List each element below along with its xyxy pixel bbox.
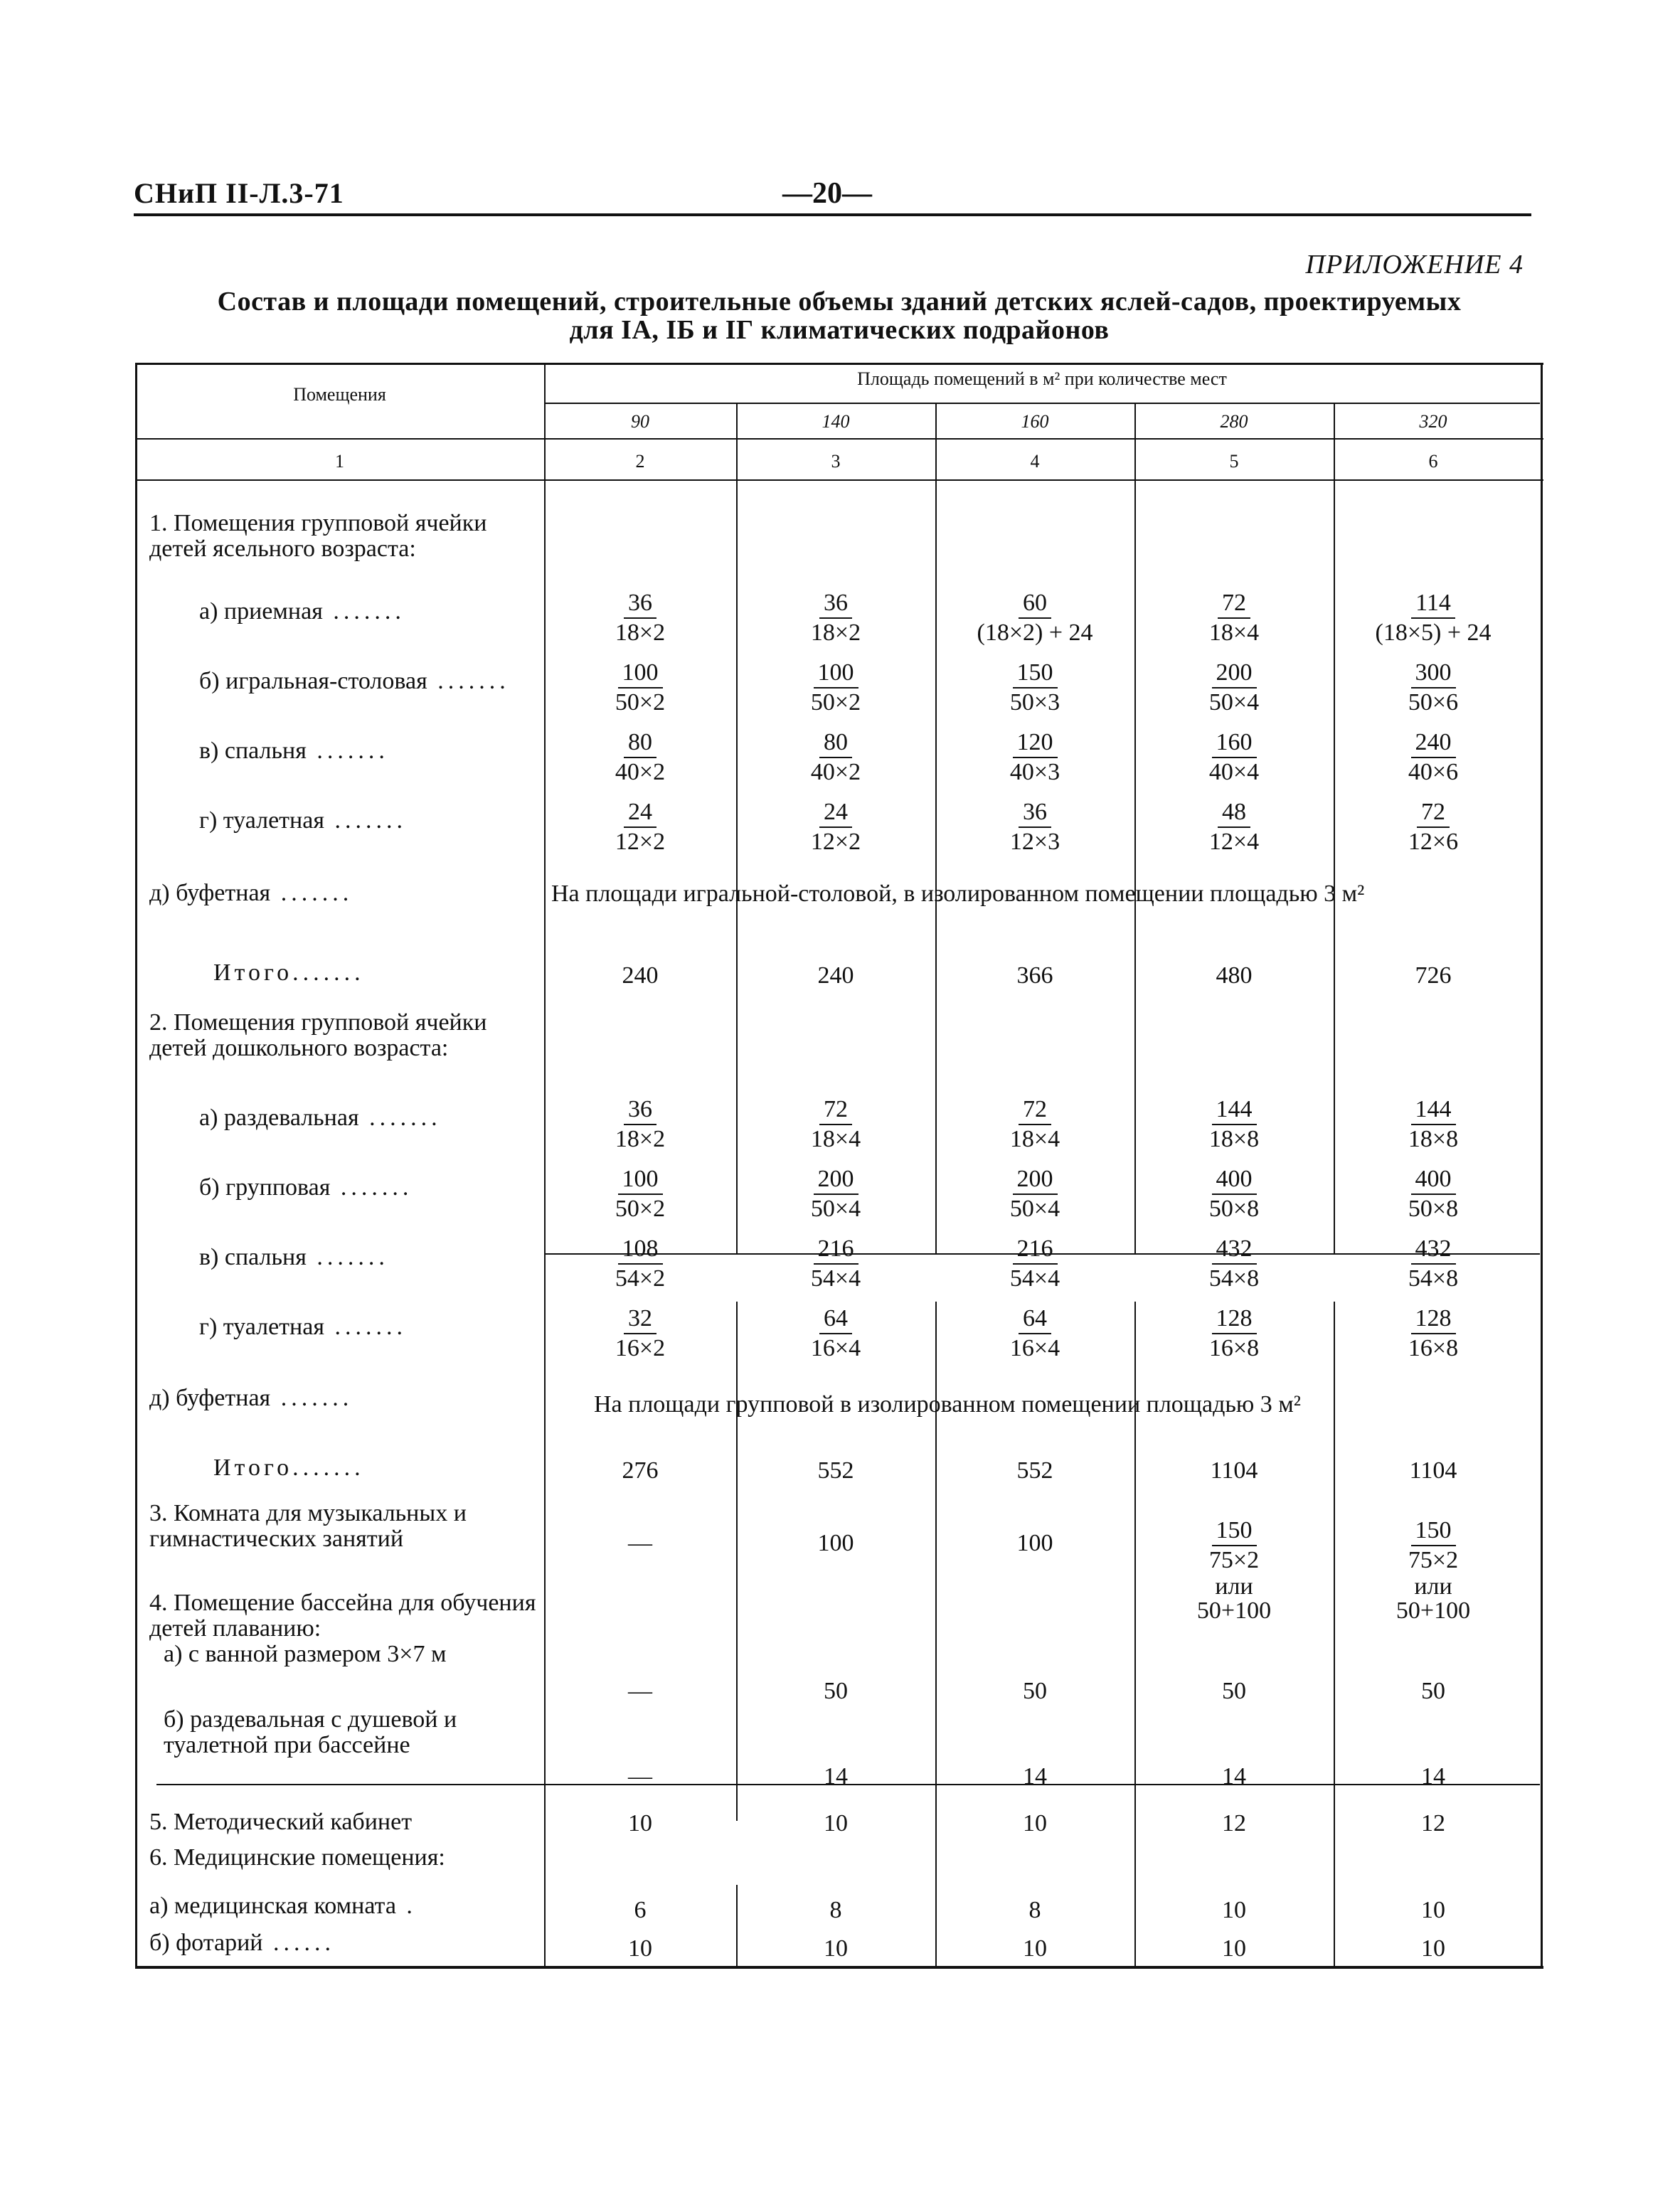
- section2-row-1-col-4-denominator: 18×4: [1009, 1126, 1060, 1152]
- section6b-value-5: 10: [1421, 1935, 1445, 1962]
- section2-row-4-col-6: [1337, 1304, 1529, 1363]
- section4a-label: а) с ванной размером 3×7 м: [164, 1641, 447, 1667]
- section1-row-4-col-2-denominator: 12×2: [615, 829, 666, 855]
- section2-row-2-col-2: [544, 1165, 736, 1223]
- section1-row-4-col-2: [544, 798, 736, 856]
- section1-row-3-col-6: [1337, 728, 1529, 787]
- section4b-value-1: —: [628, 1763, 652, 1790]
- section2-row-2-col-2-numerator: 100: [618, 1165, 663, 1195]
- column-number-2: 2: [635, 451, 645, 472]
- section5-value-5: 12: [1421, 1810, 1445, 1836]
- section3-col-5-or: или: [1215, 1573, 1253, 1600]
- section3-value-1: —: [628, 1530, 652, 1556]
- section2-row-2-col-6-denominator: 50×8: [1408, 1196, 1459, 1222]
- document-code: СНиП II-Л.3-71: [134, 177, 344, 209]
- section2-row-2-label-text: б) групповая: [199, 1174, 331, 1201]
- section1-row-1-label: [149, 599, 544, 624]
- section2-row-4-col-4-numerator: 64: [1019, 1304, 1051, 1334]
- section3-value-3: 100: [1016, 1530, 1053, 1556]
- section4b-value-4: 14: [1222, 1763, 1246, 1790]
- section1-row-4-col-6-numerator: 72: [1417, 798, 1450, 828]
- section1-row-4-col-6-denominator: 12×6: [1408, 829, 1459, 855]
- section1-row-3-col-3: [740, 728, 932, 787]
- section1-row-4-col-4: [939, 798, 1131, 856]
- section3-col-6-alt: 50+100: [1395, 1597, 1471, 1624]
- section1-row-2-col-3-denominator: 50×2: [810, 689, 861, 716]
- section2-row-4-col-5: [1138, 1304, 1330, 1363]
- section2-buffet-label: д) буфетная .......: [149, 1385, 353, 1411]
- section2-buffet-note: На площади групповой в изолированном помещении площадью 3 м²: [594, 1391, 1301, 1418]
- col-divider-4a: [1134, 403, 1136, 1255]
- section1-buffet-note: На площади игральной-столовой, в изолированном помещении площадью 3 м²: [551, 881, 1365, 907]
- section1-row-1-label-text: а) приемная: [199, 598, 323, 624]
- area-table: [135, 363, 1543, 1970]
- section2-row-1-col-3: [740, 1095, 932, 1154]
- section2-row-4-col-3: [740, 1304, 932, 1363]
- section5-value-1: 10: [628, 1810, 652, 1836]
- section5-value-3: 10: [1023, 1810, 1047, 1836]
- section5-value-2: 10: [824, 1810, 848, 1836]
- section2-row-3-col-5-numerator: 432: [1212, 1235, 1257, 1265]
- section4-title: 4. Помещение бассейна для обучения детей плаванию:: [149, 1590, 536, 1642]
- section2-row-1-label: [149, 1105, 544, 1131]
- section2-row-4-col-2-denominator: 16×2: [615, 1335, 666, 1361]
- section1-row-1-col-2: [544, 589, 736, 647]
- section2-row-2-col-4: [939, 1165, 1131, 1223]
- section1-row-2-col-4: [939, 659, 1131, 717]
- appendix-label: ПРИЛОЖЕНИЕ 4: [1305, 250, 1524, 280]
- section1-row-2-col-2-numerator: 100: [618, 659, 663, 689]
- section1-row-2-label-text: б) игральная-столовая: [199, 668, 427, 694]
- section1-row-1-col-5: [1138, 589, 1330, 647]
- section4b-value-3: 14: [1023, 1763, 1047, 1790]
- table-left-rule: [135, 363, 137, 1969]
- section1-row-1-col-5-denominator: 18×4: [1208, 620, 1260, 646]
- column-number-5: 5: [1229, 451, 1239, 472]
- section2-row-3-col-4: [939, 1235, 1131, 1293]
- section1-row-4-col-2-numerator: 24: [624, 798, 656, 828]
- section2-row-3-label: [149, 1245, 544, 1270]
- section1-row-3-col-3-numerator: 80: [819, 728, 852, 758]
- section1-row-1-col-2-numerator: 36: [624, 589, 656, 619]
- section2-row-1-label-text: а) раздевальная: [199, 1105, 359, 1131]
- section3-value-2: 100: [817, 1530, 854, 1556]
- section1-total-1: 240: [622, 962, 659, 989]
- section2-row-4-label: [149, 1314, 544, 1340]
- section1-row-2-col-3-numerator: 100: [814, 659, 858, 689]
- table-bottom-rule: [135, 1966, 1543, 1969]
- section1-row-4-col-5-denominator: 12×4: [1208, 829, 1260, 855]
- section6b-value-4: 10: [1222, 1935, 1246, 1962]
- section4a-value-4: 50: [1222, 1678, 1246, 1704]
- section1-row-2-col-4-denominator: 50×3: [1009, 689, 1060, 716]
- section3-col-6-fraction: [1337, 1516, 1529, 1575]
- section1-row-2-leader-dots: .......: [427, 668, 510, 694]
- section1-buffet-label: д) буфетная .......: [149, 880, 353, 906]
- places-280: 280: [1220, 411, 1248, 432]
- section2-row-1-col-4-numerator: 72: [1019, 1095, 1051, 1125]
- section1-row-1-col-3-denominator: 18×2: [810, 620, 861, 646]
- section1-row-3-col-4: [939, 728, 1131, 787]
- section1-total-5: 726: [1415, 962, 1452, 989]
- section1-row-4-col-4-denominator: 12×3: [1009, 829, 1060, 855]
- section2-row-1-col-6-denominator: 18×8: [1408, 1126, 1459, 1152]
- section2-row-4-col-4: [939, 1304, 1131, 1363]
- section2-row-2-leader-dots: .......: [330, 1174, 413, 1201]
- section4b-value-5: 14: [1421, 1763, 1445, 1790]
- document-title: [142, 287, 1536, 344]
- section2-row-2-col-4-numerator: 200: [1013, 1165, 1058, 1195]
- section2-row-2-col-5-numerator: 400: [1212, 1165, 1257, 1195]
- section2-row-3-col-4-numerator: 216: [1013, 1235, 1058, 1265]
- section2-row-1-col-3-numerator: 72: [819, 1095, 852, 1125]
- section2-row-3-col-5: [1138, 1235, 1330, 1293]
- col-divider-2a: [736, 403, 738, 1255]
- section1-total-2: 240: [817, 962, 854, 989]
- section2-row-2-col-6-numerator: 400: [1411, 1165, 1456, 1195]
- section1-row-2-col-6: [1337, 659, 1529, 717]
- section1-row-4-col-3-denominator: 12×2: [810, 829, 861, 855]
- places-320: 320: [1419, 411, 1447, 432]
- section3-col-5-fraction: [1138, 1516, 1330, 1575]
- section4a-value-2: 50: [824, 1678, 848, 1704]
- section1-row-4-label-text: г) туалетная: [199, 807, 324, 834]
- section2-total-1: 276: [622, 1457, 659, 1484]
- section3-col-6-fraction-numerator: 150: [1411, 1516, 1456, 1546]
- section2-row-1-col-6: [1337, 1095, 1529, 1154]
- section2-row-3-col-6-numerator: 432: [1411, 1235, 1456, 1265]
- section4b-label: б) раздевальная с душевой и туалетной при бассейне: [164, 1706, 457, 1758]
- section2-row-2-col-2-denominator: 50×2: [615, 1196, 666, 1222]
- section2-row-3-col-2: [544, 1235, 736, 1293]
- section6a-value-3: 8: [1028, 1897, 1041, 1923]
- section2-row-1-col-5-numerator: 144: [1212, 1095, 1257, 1125]
- col-divider-2b: [736, 1302, 738, 1821]
- section6a-label: а) медицинская комната .: [149, 1893, 417, 1919]
- section1-row-4-leader-dots: .......: [324, 807, 407, 834]
- section1-row-1-col-3: [740, 589, 932, 647]
- section2-row-3-col-2-numerator: 108: [618, 1235, 663, 1265]
- column-number-4: 4: [1030, 451, 1040, 472]
- section2-row-2-col-3-denominator: 50×4: [810, 1196, 861, 1222]
- section2-row-4-col-6-denominator: 16×8: [1408, 1335, 1459, 1361]
- section1-row-3-col-5-denominator: 40×4: [1208, 759, 1260, 785]
- section4a-value-1: —: [628, 1678, 652, 1704]
- header-rooms: Помещения: [293, 384, 386, 405]
- section1-row-3-col-5-numerator: 160: [1212, 728, 1257, 758]
- section3-label: 3. Комната для музыкальных и гимнастических занятий: [149, 1500, 467, 1552]
- section2-row-2-col-4-denominator: 50×4: [1009, 1196, 1060, 1222]
- header-sub-rule: [544, 403, 1540, 404]
- section2-total-label: Итого.......: [213, 1455, 365, 1481]
- section2-total-3: 552: [1016, 1457, 1053, 1484]
- section1-total-label: Итого.......: [213, 959, 365, 986]
- section2-row-1-col-4: [939, 1095, 1131, 1154]
- section2-total-2: 552: [817, 1457, 854, 1484]
- section1-row-2-col-5-numerator: 200: [1212, 659, 1257, 689]
- table-top-rule: [135, 363, 1543, 365]
- section2-row-1-col-2: [544, 1095, 736, 1154]
- column-number-6: 6: [1428, 451, 1438, 472]
- header-rule-1: [135, 438, 1543, 440]
- section2-row-1-col-5: [1138, 1095, 1330, 1154]
- section1-row-4-col-6: [1337, 798, 1529, 856]
- section1-row-3-col-6-numerator: 240: [1411, 728, 1456, 758]
- section3-col-5-alt: 50+100: [1196, 1597, 1272, 1624]
- section1-row-4-col-4-numerator: 36: [1019, 798, 1051, 828]
- section1-row-3-col-5: [1138, 728, 1330, 787]
- section2-row-4-col-3-denominator: 16×4: [810, 1335, 861, 1361]
- col-divider-3a: [935, 403, 937, 1255]
- section2-row-2-col-5: [1138, 1165, 1330, 1223]
- section2-row-3-col-3-numerator: 216: [814, 1235, 858, 1265]
- section2-row-4-col-2-numerator: 32: [624, 1304, 656, 1334]
- section4b-value-2: 14: [824, 1763, 848, 1790]
- section2-row-1-col-2-numerator: 36: [624, 1095, 656, 1125]
- section1-row-2-col-4-numerator: 150: [1013, 659, 1058, 689]
- table-right-rule: [1541, 363, 1543, 1969]
- section2-row-1-col-3-denominator: 18×4: [810, 1126, 861, 1152]
- section1-row-1-col-6: [1337, 589, 1529, 647]
- section2-row-3-col-3-denominator: 54×4: [810, 1265, 861, 1292]
- section1-row-3-label: [149, 738, 544, 764]
- column-number-1: 1: [335, 451, 344, 472]
- col-divider-5a: [1334, 403, 1335, 1255]
- section1-row-2-col-5: [1138, 659, 1330, 717]
- section2-row-2-label: [149, 1175, 544, 1201]
- header-rule: [134, 213, 1531, 216]
- section1-row-2-label: [149, 669, 544, 694]
- section2-row-2-col-3: [740, 1165, 932, 1223]
- section1-row-3-col-2-denominator: 40×2: [615, 759, 666, 785]
- section2-row-1-leader-dots: .......: [358, 1105, 442, 1131]
- section1-row-1-col-4-denominator: (18×2) + 24: [977, 620, 1093, 646]
- places-160: 160: [1021, 411, 1049, 432]
- section1-row-3-leader-dots: .......: [306, 738, 389, 764]
- section2-row-2-col-6: [1337, 1165, 1529, 1223]
- header-area: Площадь помещений в м² при количестве мест: [857, 368, 1227, 389]
- section2-row-3-col-5-denominator: 54×8: [1208, 1265, 1260, 1292]
- section3-col-6-or: или: [1414, 1573, 1452, 1600]
- section1-row-3-col-2-numerator: 80: [624, 728, 656, 758]
- section3-col-5-fraction-numerator: 150: [1212, 1516, 1257, 1546]
- section2-row-3-col-2-denominator: 54×2: [615, 1265, 666, 1292]
- section6b-value-1: 10: [628, 1935, 652, 1962]
- section6a-value-1: 6: [634, 1897, 647, 1923]
- section4a-value-3: 50: [1023, 1678, 1047, 1704]
- section1-row-1-leader-dots: .......: [322, 598, 405, 624]
- section1-title: 1. Помещения групповой ячейки детей ясельного возраста:: [149, 510, 487, 562]
- section1-row-1-col-4: [939, 589, 1131, 647]
- section1-total-4: 480: [1216, 962, 1253, 989]
- section3-col-6-fraction-denominator: 75×2: [1408, 1547, 1459, 1573]
- page-number: —20—: [782, 177, 872, 210]
- section2-row-3-col-4-denominator: 54×4: [1009, 1265, 1060, 1292]
- section1-row-2-col-3: [740, 659, 932, 717]
- section2-row-4-col-3-numerator: 64: [819, 1304, 852, 1334]
- title-line-1: Состав и площади помещений, строительные объемы зданий детских яслей-садов, проектируемых: [217, 287, 1462, 317]
- section2-row-3-label-text: в) спальня: [199, 1244, 307, 1270]
- section2-row-4-label-text: г) туалетная: [199, 1314, 324, 1340]
- section2-row-4-col-5-denominator: 16×8: [1208, 1335, 1260, 1361]
- section2-title: 2. Помещения групповой ячейки детей дошкольного возраста:: [149, 1009, 487, 1061]
- section1-row-2-col-6-numerator: 300: [1411, 659, 1456, 689]
- section2-row-1-col-5-denominator: 18×8: [1208, 1126, 1260, 1152]
- section1-row-1-col-6-denominator: (18×5) + 24: [1375, 620, 1492, 646]
- section2-row-2-col-5-denominator: 50×8: [1208, 1196, 1260, 1222]
- section6b-value-2: 10: [824, 1935, 848, 1962]
- section4a-value-5: 50: [1421, 1678, 1445, 1704]
- section1-row-2-col-6-denominator: 50×6: [1408, 689, 1459, 716]
- section1-row-4-col-3-numerator: 24: [819, 798, 852, 828]
- section2-row-1-col-6-numerator: 144: [1411, 1095, 1456, 1125]
- section5-value-4: 12: [1222, 1810, 1246, 1836]
- section1-row-1-col-3-numerator: 36: [819, 589, 852, 619]
- section2-row-1-col-2-denominator: 18×2: [615, 1126, 666, 1152]
- section2-row-3-leader-dots: .......: [306, 1244, 389, 1270]
- section2-row-3-col-3: [740, 1235, 932, 1293]
- section6b-value-3: 10: [1023, 1935, 1047, 1962]
- section2-row-4-col-5-numerator: 128: [1212, 1304, 1257, 1334]
- column-number-3: 3: [831, 451, 841, 472]
- section2-row-3-col-6: [1337, 1235, 1529, 1293]
- section1-row-3-col-4-denominator: 40×3: [1009, 759, 1060, 785]
- section5-label: 5. Методический кабинет: [149, 1809, 413, 1835]
- section1-row-1-col-2-denominator: 18×2: [615, 620, 666, 646]
- section2-total-4: 1104: [1210, 1457, 1258, 1484]
- section6a-value-2: 8: [829, 1897, 842, 1923]
- section6a-value-5: 10: [1421, 1897, 1445, 1923]
- section1-row-3-col-2: [544, 728, 736, 787]
- section1-row-3-col-6-denominator: 40×6: [1408, 759, 1459, 785]
- section2-row-4-col-6-numerator: 128: [1411, 1304, 1456, 1334]
- section1-row-3-col-3-denominator: 40×2: [810, 759, 861, 785]
- section1-row-4-col-5: [1138, 798, 1330, 856]
- section3-col-5-fraction-denominator: 75×2: [1208, 1547, 1260, 1573]
- section6b-label: б) фотарий ......: [149, 1930, 335, 1956]
- section1-total-3: 366: [1016, 962, 1053, 989]
- section1-row-3-label-text: в) спальня: [199, 738, 307, 764]
- header-rule-2: [135, 479, 1543, 481]
- section1-row-1-col-6-numerator: 114: [1411, 589, 1455, 619]
- section2-row-4-col-4-denominator: 16×4: [1009, 1335, 1060, 1361]
- section1-row-2-col-5-denominator: 50×4: [1208, 689, 1260, 716]
- section2-row-2-col-3-numerator: 200: [814, 1165, 858, 1195]
- col-divider-5b: [1334, 1302, 1335, 1966]
- section2-total-5: 1104: [1409, 1457, 1457, 1484]
- section1-row-3-col-4-numerator: 120: [1013, 728, 1058, 758]
- section2-row-4-col-2: [544, 1304, 736, 1363]
- section2-row-3-col-6-denominator: 54×8: [1408, 1265, 1459, 1292]
- section1-row-4-col-3: [740, 798, 932, 856]
- section1-row-4-label: [149, 808, 544, 834]
- places-140: 140: [822, 411, 850, 432]
- section1-row-1-col-5-numerator: 72: [1218, 589, 1250, 619]
- section6a-value-4: 10: [1222, 1897, 1246, 1923]
- col-divider-2c: [736, 1885, 738, 1966]
- places-90: 90: [631, 411, 649, 432]
- section1-row-1-col-4-numerator: 60: [1019, 589, 1051, 619]
- section1-row-4-col-5-numerator: 48: [1218, 798, 1250, 828]
- section1-row-2-col-2: [544, 659, 736, 717]
- section1-row-2-col-2-denominator: 50×2: [615, 689, 666, 716]
- section6-title: 6. Медицинские помещения:: [149, 1844, 445, 1871]
- section2-row-4-leader-dots: .......: [324, 1314, 407, 1340]
- title-line-2: для IА, IБ и IГ климатических подрайонов: [569, 315, 1110, 345]
